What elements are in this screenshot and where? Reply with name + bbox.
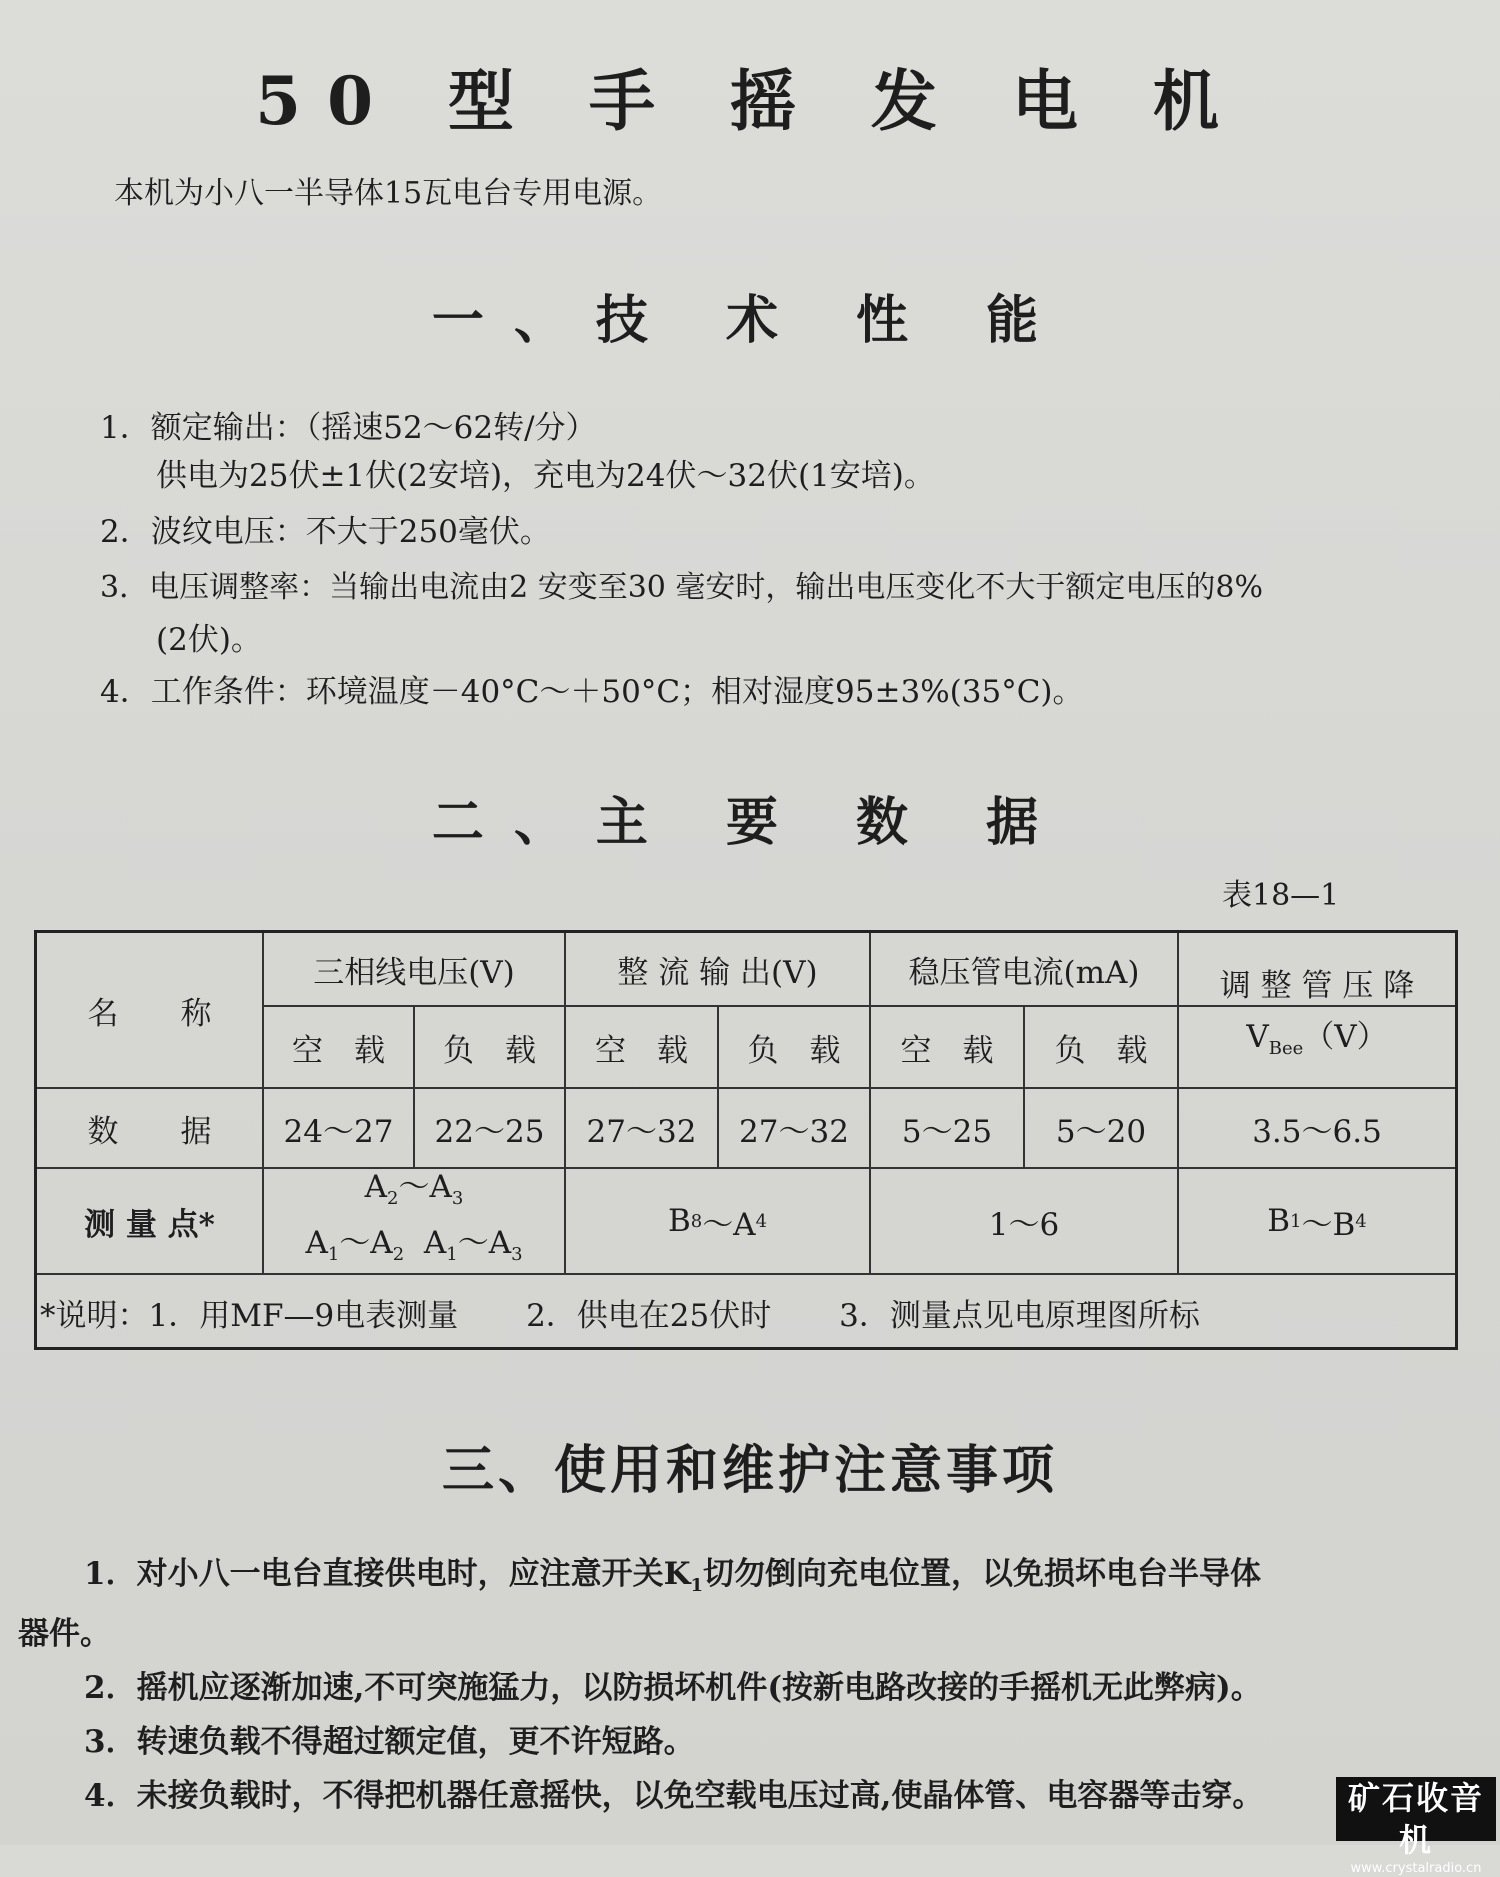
header-regulator-drop-line2: $V_{Bee}(V)$: [1246, 1019, 1388, 1060]
spec-item-4: 4．工作条件：环境温度－40°C～＋50°C；相对湿度95±3%(35°C)。: [100, 674, 1084, 710]
usage-item-3: 3．转速负载不得超过额定值，更不许短路。: [84, 1724, 695, 1760]
section-heading-specs: 一、技 术 性 能: [431, 290, 1069, 351]
usage-item-2: 2．摇机应逐渐加速,不可突施猛力，以防损坏机件(按新电路改接的手摇机无此弊病)。: [84, 1670, 1262, 1706]
header-regulator-drop: [1179, 933, 1455, 1087]
value-regulator-drop: 3.5～6.5: [1252, 1113, 1382, 1150]
usage-item-1: 1．对小八一电台直接供电时，应注意开关$K_1$切勿倒向充电位置，以免损坏电台半导体: [84, 1556, 1262, 1597]
main-data-table: [34, 930, 1458, 1350]
note-2: 2．供电在25伏时: [526, 1298, 772, 1334]
usage-item-4: 4．未接负载时，不得把机器任意摇快，以免空载电压过高,使晶体管、电容器等击穿。: [84, 1778, 1264, 1814]
sub-no-load-1: 空 载: [292, 1032, 385, 1069]
section-heading-usage: 三、使用和维护注意事项: [441, 1440, 1058, 1501]
header-rectified-output: 整 流 输 出(V): [617, 954, 818, 991]
measure-three-phase-top: $A_2\sim A_3$: [364, 1168, 464, 1209]
value-rectified-no-load: 27～32: [586, 1113, 697, 1150]
sub-load-1: 负 载: [443, 1032, 536, 1069]
value-zener-load: 5～20: [1055, 1113, 1147, 1150]
usage-item-1-cont: 器件。: [18, 1616, 111, 1652]
spec-item-3: 3．电压调整率：当输出电流由2 安变至30 毫安时，输出电压变化不大于额定电压的8%: [100, 570, 1264, 605]
value-three-phase-load: 22～25: [434, 1113, 545, 1150]
header-regulator-drop-line1: 调 整 管 压 降: [1219, 968, 1415, 1005]
note-3: 3．测量点见电原理图所标: [839, 1298, 1200, 1334]
row-label-measure: 测 量 点*: [84, 1206, 215, 1243]
section-heading-data: 二、主 要 数 据: [431, 792, 1069, 853]
note-1: *说明：1．用MF—9电表测量: [40, 1298, 459, 1334]
measure-zener: 1～6: [988, 1206, 1060, 1243]
spec-item-3-cont: (2伏)。: [156, 622, 262, 658]
value-three-phase-no-load: 24～27: [283, 1113, 394, 1150]
spec-item-1: 1．额定输出：（摇速52～62转/分）: [100, 410, 597, 446]
sub-load-3: 负 载: [1054, 1032, 1148, 1069]
sub-load-2: 负 载: [747, 1032, 841, 1069]
measure-regulator: B 1 ～B 4: [1267, 1203, 1367, 1243]
value-zener-no-load: 5～25: [901, 1113, 993, 1150]
header-three-phase-voltage: 三相线电压(V): [313, 954, 515, 991]
measure-three-phase-bottom: $A_1\sim A_2$ $A_1\sim A_3$: [305, 1225, 523, 1266]
table-notes: [40, 1290, 1258, 1335]
watermark-logo: [1336, 1777, 1496, 1876]
measure-three-phase: [264, 1169, 564, 1273]
spec-item-1-detail: 供电为25伏±1伏(2安培)，充电为24伏～32伏(1安培)。: [156, 458, 935, 494]
value-rectified-load: 27～32: [739, 1113, 849, 1150]
sub-no-load-3: 空 载: [900, 1032, 994, 1069]
spec-item-2: 2．波纹电压：不大于250毫伏。: [100, 514, 551, 550]
watermark-cn: 矿石收音机: [1347, 1779, 1484, 1859]
watermark-en: www.crystalradio.cn: [1350, 1861, 1482, 1876]
header-zener-current: 稳压管电流(mA): [908, 954, 1140, 991]
header-name: 名 称: [87, 995, 212, 1032]
row-label-data: 数 据: [87, 1113, 212, 1150]
table-caption: 表18—1: [1222, 878, 1340, 913]
measure-rectified: B 8 ～A 4: [667, 1203, 768, 1243]
page-title: 50 型 手 摇 发 电 机: [255, 62, 1245, 140]
sub-no-load-2: 空 载: [595, 1032, 688, 1069]
intro-text: 本机为小八一半导体15瓦电台专用电源。: [114, 176, 663, 211]
